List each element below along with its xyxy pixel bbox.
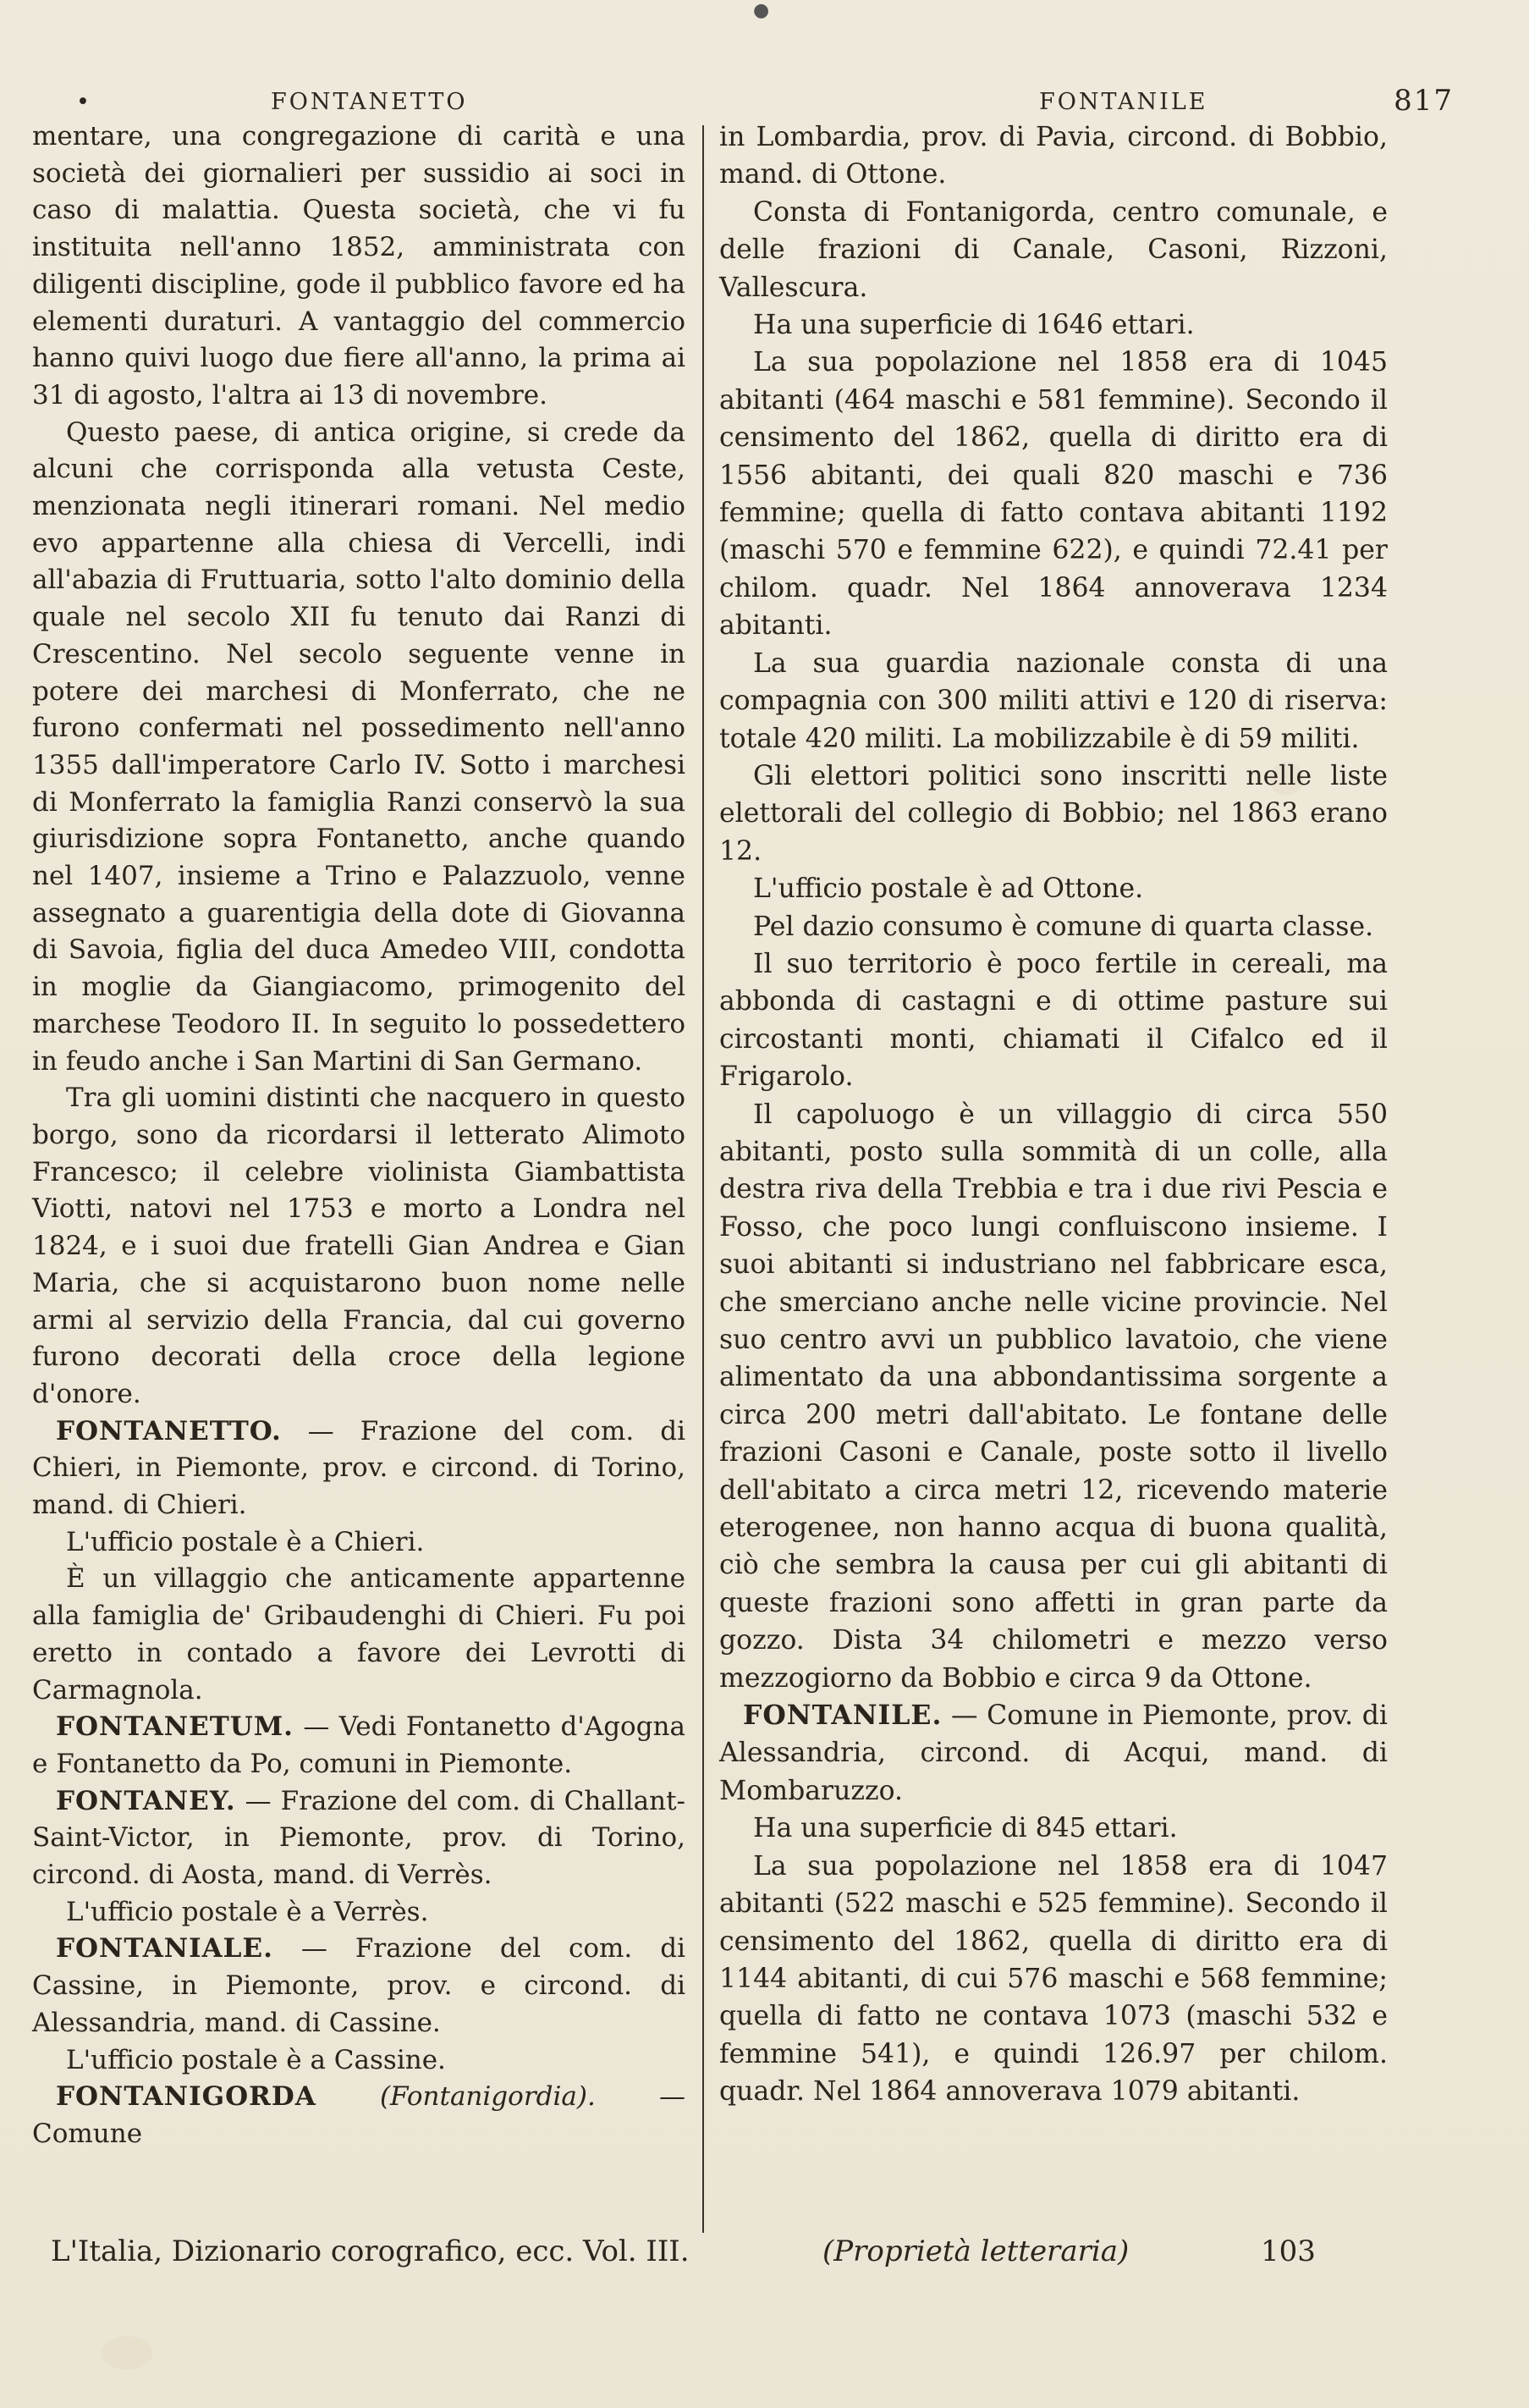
paragraph: Tra gli uomini distinti che nacquero in questo borgo, sono da ricordarsi il letterato Alimoto Francesco; il celebre violinista Giambattista Viotti, natovi nel 1753 e morto a Londra nel 1824, e i suoi due fratelli Gian Andrea e Gian Maria, che si acquistarono buon nome nelle armi al servizio della Francia, dal cui governo furono decorati della croce della legione d'onore. — [32, 1083, 685, 1409]
top-mark: ● — [753, 0, 770, 21]
header-bullet: • — [76, 89, 92, 115]
right-column — [719, 118, 1388, 2111]
entry-text: — Comune in Piemonte, prov. di Alessandria, circond. di Acqui, mand. di Mombaruzzo. — [719, 1700, 1388, 1806]
paragraph: L'ufficio postale è ad Ottone. — [753, 873, 1144, 905]
entry-headword: FONTANETTO. — [56, 1415, 282, 1446]
dictionary-entry — [32, 1783, 685, 1894]
entry-headword: FONTANIALE. — [56, 1933, 273, 1964]
footer-rights — [822, 2234, 1129, 2268]
column-divider — [702, 125, 704, 2233]
paragraph: L'ufficio postale è a Verrès. — [66, 1896, 429, 1927]
dictionary-entry — [32, 1709, 685, 1783]
entry-headword: FONTANETUM. — [56, 1711, 294, 1743]
paper-stain — [102, 2336, 152, 2370]
entry-text: — Vedi Fontanetto d'Agogna e Fontanetto da Po, comuni in Piemonte. — [32, 1711, 685, 1779]
footer-rights-text: (Proprietà letteraria) — [822, 2234, 1130, 2268]
paragraph: L'ufficio postale è a Cassine. — [66, 2044, 446, 2075]
paragraph: È un villaggio che anticamente appartenne alla famiglia de' Gribaudenghi di Chieri. Fu poi eretto in contado a favore dei Levrotti di Carmagnola. — [32, 1563, 685, 1705]
footer — [51, 2234, 1337, 2277]
dictionary-entry — [32, 2079, 685, 2152]
footer-title-text: L'Italia, Dizionario corografico, ecc. Vol. III. — [51, 2234, 690, 2268]
paragraph: Il suo territorio è poco fertile in cereali, ma abbonda di castagni e di ottime pasture sui circostanti monti, chiamati il Cifalco ed il Frigarolo. — [719, 948, 1388, 1093]
footer-sheet-number: 103 — [1261, 2234, 1316, 2268]
paragraph: Ha una superficie di 1646 ettari. — [753, 310, 1195, 341]
paragraph: La sua popolazione nel 1858 era di 1047 abitanti (522 maschi e 525 femmine). Secondo il censimento del 1862, quella di diritto era di 1144 abitanti, di cui 576 maschi e 568 femmine; quella di fatto ne contava 1073 (maschi 532 e femmine 541), e quindi 126.97 per chilom. quadr. Nel 1864 annoverava 1079 abitanti. — [719, 1850, 1388, 2108]
dictionary-entry — [719, 1697, 1388, 1810]
paragraph: La sua popolazione nel 1858 era di 1045 abitanti (464 maschi e 581 femmine). Secondo il censimento del 1862, quella di diritto era di 1556 abitanti, dei quali 820 maschi e 736 femmine; quella di fatto contava abitanti 1192 (maschi 570 e femmine 622), e quindi 72.41 per chilom. quadr. Nel 1864 annoverava 1234 abitanti. — [719, 347, 1388, 642]
paragraph: La sua guardia nazionale consta di una compagnia con 300 militi attivi e 120 di riserva: totale 420 militi. La mobilizzabile è di 59 militi. — [719, 647, 1388, 754]
entry-variant: (Fontanigordia). — [316, 2081, 596, 2113]
paragraph: Consta di Fontanigorda, centro comunale, e delle frazioni di Canale, Casoni, Rizzoni, Vallescura. — [719, 196, 1388, 303]
left-column — [32, 118, 685, 2153]
dictionary-entry — [32, 1413, 685, 1524]
entry-text: — Frazione del com. di Chieri, in Piemonte, prov. e circond. di Torino, mand. di Chieri. — [32, 1415, 685, 1521]
header-right-title: FONTANILE — [1039, 89, 1208, 115]
paragraph: Gli elettori politici sono inscritti nelle liste elettorali del collegio di Bobbio; nel 1863 erano 12. — [719, 760, 1388, 867]
paragraph: L'ufficio postale è a Chieri. — [66, 1526, 425, 1557]
footer-title — [51, 2234, 690, 2268]
entry-text: — Frazione del com. di Cassine, in Piemonte, prov. e circond. di Alessandria, mand. di Cassine. — [32, 1933, 685, 2038]
entry-headword: FONTANEY. — [56, 1785, 236, 1816]
page-number: 817 — [1394, 84, 1454, 118]
dictionary-entry — [32, 1931, 685, 2042]
paragraph: Ha una superficie di 845 ettari. — [753, 1813, 1178, 1844]
paragraph: in Lombardia, prov. di Pavia, circond. di Bobbio, mand. di Ottone. — [719, 122, 1388, 190]
entry-headword: FONTANILE. — [743, 1700, 943, 1732]
paragraph: Il capoluogo è un villaggio di circa 550 abitanti, posto sulla sommità di un colle, alla destra riva della Trebbia e tra i due rivi Pescia e Fosso, che poco lungi confluiscono insieme. I suoi abitanti si industriano nel fabbricare esca, che smerciano anche nelle vicine provincie. Nel suo centro avvi un pubblico lavatoio, che viene alimentato da una abbondantissima sorgente a circa 200 metri dall'abitato. Le fontane delle frazioni Casoni e Canale, poste sotto il livello dell'abitato a circa metri 12, ricevendo materie eterogenee, non hanno acqua di buona qualità, ciò che sembra la causa per cui gli abitanti di queste frazioni sono affetti in gran parte da gozzo. Dista 34 chilometri e mezzo verso mezzogiorno da Bobbio e circa 9 da Ottone. — [719, 1099, 1388, 1694]
paragraph: mentare, una congregazione di carità e una società dei giornalieri per sussidio ai soci in caso di malattia. Questa società, che vi fu instituita nell'anno 1852, amministrata con diligenti discipline, gode il pubblico favore ed ha elementi duraturi. A vantaggio del commercio hanno quivi luogo due fiere all'anno, la prima ai 31 di agosto, l'altra ai 13 di novembre. — [32, 121, 685, 411]
paragraph: Questo paese, di antica origine, si crede da alcuni che corrisponda alla vetusta Ceste, menzionata negli itinerari romani. Nel medio evo appartenne alla chiesa di Vercelli, indi all'abazia di Fruttuaria, sotto l'alto dominio della quale nel secolo XII fu tenuto dai Ranzi di Crescentino. Nel secolo seguente venne in potere dei marchesi di Monferrato, che ne furono confermati nel possedimento nell'anno 1355 dall'imperatore Carlo IV. Sotto i marchesi di Monferrato la famiglia Ranzi conservò la sua giurisdizione sopra Fontanetto, anche quando nel 1407, insieme a Trino e Palazzuolo, venne assegnato a guarentigia della dote di Giovanna di Savoia, figlia del duca Amedeo VIII, condotta in moglie da Giangiacomo, primogenito del marchese Teodoro II. In seguito lo possedettero in feudo anche i San Martini di San Germano. — [32, 416, 685, 1077]
entry-headword: FONTANIGORDA — [56, 2081, 316, 2113]
entry-text: — Frazione del com. di Challant-Saint-Victor, in Piemonte, prov. di Torino, circond. di Aosta, mand. di Verrès. — [32, 1785, 685, 1891]
entry-text: — Comune — [32, 2081, 685, 2149]
header-left-title: FONTANETTO — [271, 89, 468, 115]
paragraph: Pel dazio consumo è comune di quarta classe. — [753, 911, 1374, 942]
